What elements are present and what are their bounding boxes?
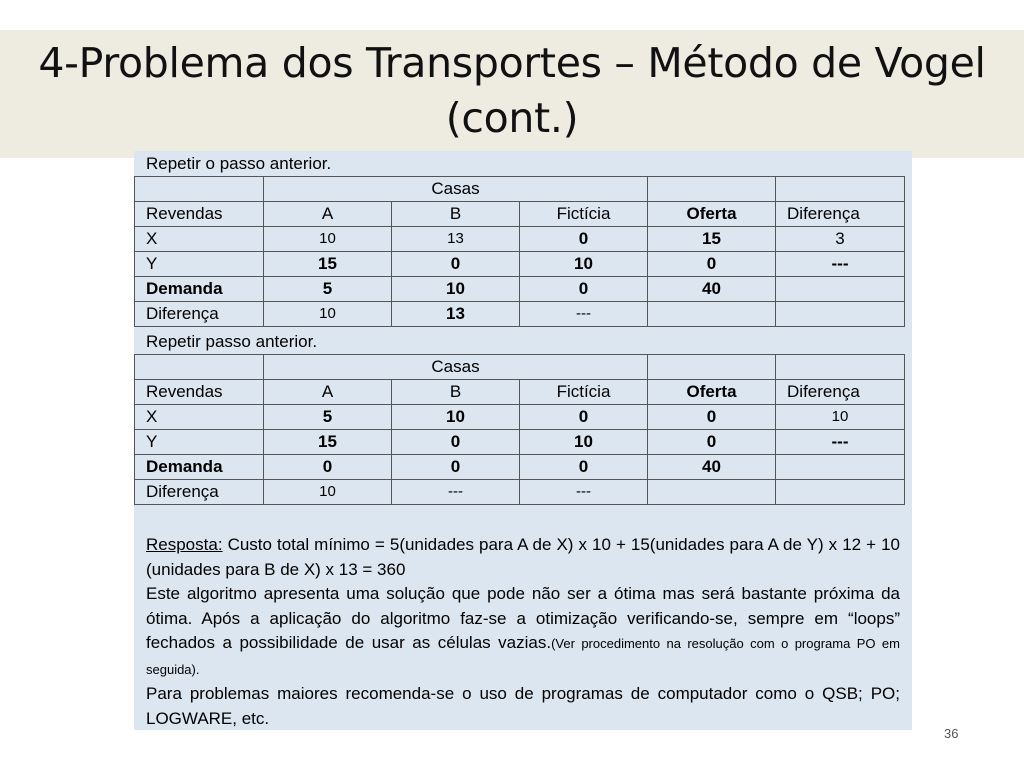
page-number: 36 bbox=[944, 726, 959, 741]
row-label: Demanda bbox=[135, 455, 264, 480]
step1-note: Repetir o passo anterior. bbox=[146, 154, 332, 173]
column-header: Oferta bbox=[648, 380, 776, 405]
casas-header: Casas bbox=[264, 177, 648, 202]
row-label: Y bbox=[135, 252, 264, 277]
table-cell: 40 bbox=[648, 277, 776, 302]
step2-table bbox=[134, 354, 905, 505]
column-header: Fictícia bbox=[520, 202, 648, 227]
table-cell: 10 bbox=[264, 227, 392, 252]
table-cell: 0 bbox=[520, 455, 648, 480]
table-cell bbox=[776, 302, 905, 327]
table-cell: 40 bbox=[648, 455, 776, 480]
table-row bbox=[135, 227, 905, 252]
table-cell: --- bbox=[520, 302, 648, 327]
table-cell: 0 bbox=[264, 455, 392, 480]
table-cell: 0 bbox=[648, 405, 776, 430]
table-cell bbox=[776, 177, 905, 202]
row-label: Diferença bbox=[135, 302, 264, 327]
row-label: Y bbox=[135, 430, 264, 455]
table-cell bbox=[776, 277, 905, 302]
step2-note: Repetir passo anterior. bbox=[146, 332, 318, 351]
row-label: X bbox=[135, 227, 264, 252]
column-header: A bbox=[264, 380, 392, 405]
table-cell: 0 bbox=[520, 405, 648, 430]
table-cell: 0 bbox=[520, 277, 648, 302]
table-cell: 0 bbox=[392, 455, 520, 480]
table-cell: --- bbox=[520, 480, 648, 505]
table-cell bbox=[648, 177, 776, 202]
table-cell: --- bbox=[392, 480, 520, 505]
table-cell: 13 bbox=[392, 302, 520, 327]
table-cell bbox=[648, 355, 776, 380]
table-row bbox=[135, 480, 905, 505]
table-cell: 10 bbox=[520, 252, 648, 277]
table-cell: 15 bbox=[648, 227, 776, 252]
table-cell bbox=[135, 355, 264, 380]
table-cell: --- bbox=[776, 430, 905, 455]
column-header: Oferta bbox=[648, 202, 776, 227]
table-cell: 5 bbox=[264, 405, 392, 430]
column-header: Diferença bbox=[776, 380, 905, 405]
column-header: Fictícia bbox=[520, 380, 648, 405]
table-cell: 10 bbox=[392, 277, 520, 302]
table-cell bbox=[135, 177, 264, 202]
column-header: B bbox=[392, 380, 520, 405]
table-row bbox=[135, 277, 905, 302]
table-row bbox=[135, 430, 905, 455]
explanation-text: Este algoritmo apresenta uma solução que pode não ser a ótima mas será bastante próxima da ótima. Após a aplicação do algoritmo faz-se a otimização verificando-se, sempre em “loops” fechados a possibilidade de usar as células vazias. bbox=[146, 584, 900, 652]
table-row bbox=[135, 302, 905, 327]
table-columns-row bbox=[135, 202, 905, 227]
row-label: Demanda bbox=[135, 277, 264, 302]
column-header: Revendas bbox=[135, 380, 264, 405]
table-cell: 10 bbox=[264, 302, 392, 327]
table-cell: 0 bbox=[520, 227, 648, 252]
table-cell: 15 bbox=[264, 252, 392, 277]
slide-title: 4-Problema dos Transportes – Método de Vogel (cont.) bbox=[38, 39, 986, 142]
column-header: B bbox=[392, 202, 520, 227]
column-header: Diferença bbox=[776, 202, 905, 227]
table-cell: 5 bbox=[264, 277, 392, 302]
table-row bbox=[135, 405, 905, 430]
table-header-row bbox=[135, 177, 905, 202]
table-columns-row bbox=[135, 380, 905, 405]
table-row bbox=[135, 252, 905, 277]
table-row bbox=[135, 455, 905, 480]
column-header: Revendas bbox=[135, 202, 264, 227]
table-cell: 0 bbox=[392, 252, 520, 277]
answer-text: Custo total mínimo = 5(unidades para A de X) x 10 + 15(unidades para A de Y) x 12 + 10 (unidades para B de X) x 13 = 360 bbox=[146, 535, 900, 579]
table-cell bbox=[776, 455, 905, 480]
explanation-note: (Ver procedimento na resolução com o programa PO em seguida). bbox=[146, 636, 900, 677]
table-cell: 10 bbox=[264, 480, 392, 505]
row-label: X bbox=[135, 405, 264, 430]
casas-header: Casas bbox=[264, 355, 648, 380]
answer-block bbox=[146, 533, 900, 731]
answer-paragraph bbox=[146, 533, 900, 582]
column-header: A bbox=[264, 202, 392, 227]
row-label: Diferença bbox=[135, 480, 264, 505]
table-cell: 10 bbox=[520, 430, 648, 455]
table-cell: 0 bbox=[392, 430, 520, 455]
answer-label: Resposta: bbox=[146, 535, 223, 554]
table-cell: 3 bbox=[776, 227, 905, 252]
table-cell: --- bbox=[776, 252, 905, 277]
table-cell bbox=[776, 480, 905, 505]
table-cell: 10 bbox=[776, 405, 905, 430]
explanation-paragraph bbox=[146, 582, 900, 682]
table-cell bbox=[648, 480, 776, 505]
table-cell: 15 bbox=[264, 430, 392, 455]
table-cell: 10 bbox=[392, 405, 520, 430]
step1-table bbox=[134, 176, 905, 327]
table-cell: 0 bbox=[648, 430, 776, 455]
table-cell: 13 bbox=[392, 227, 520, 252]
table-header-row bbox=[135, 355, 905, 380]
slide-content bbox=[134, 151, 912, 730]
table-cell bbox=[648, 302, 776, 327]
table-cell: 0 bbox=[648, 252, 776, 277]
recommendation-paragraph: Para problemas maiores recomenda-se o uso de programas de computador como o QSB; PO; LOGWARE, etc. bbox=[146, 684, 900, 728]
table-cell bbox=[776, 355, 905, 380]
